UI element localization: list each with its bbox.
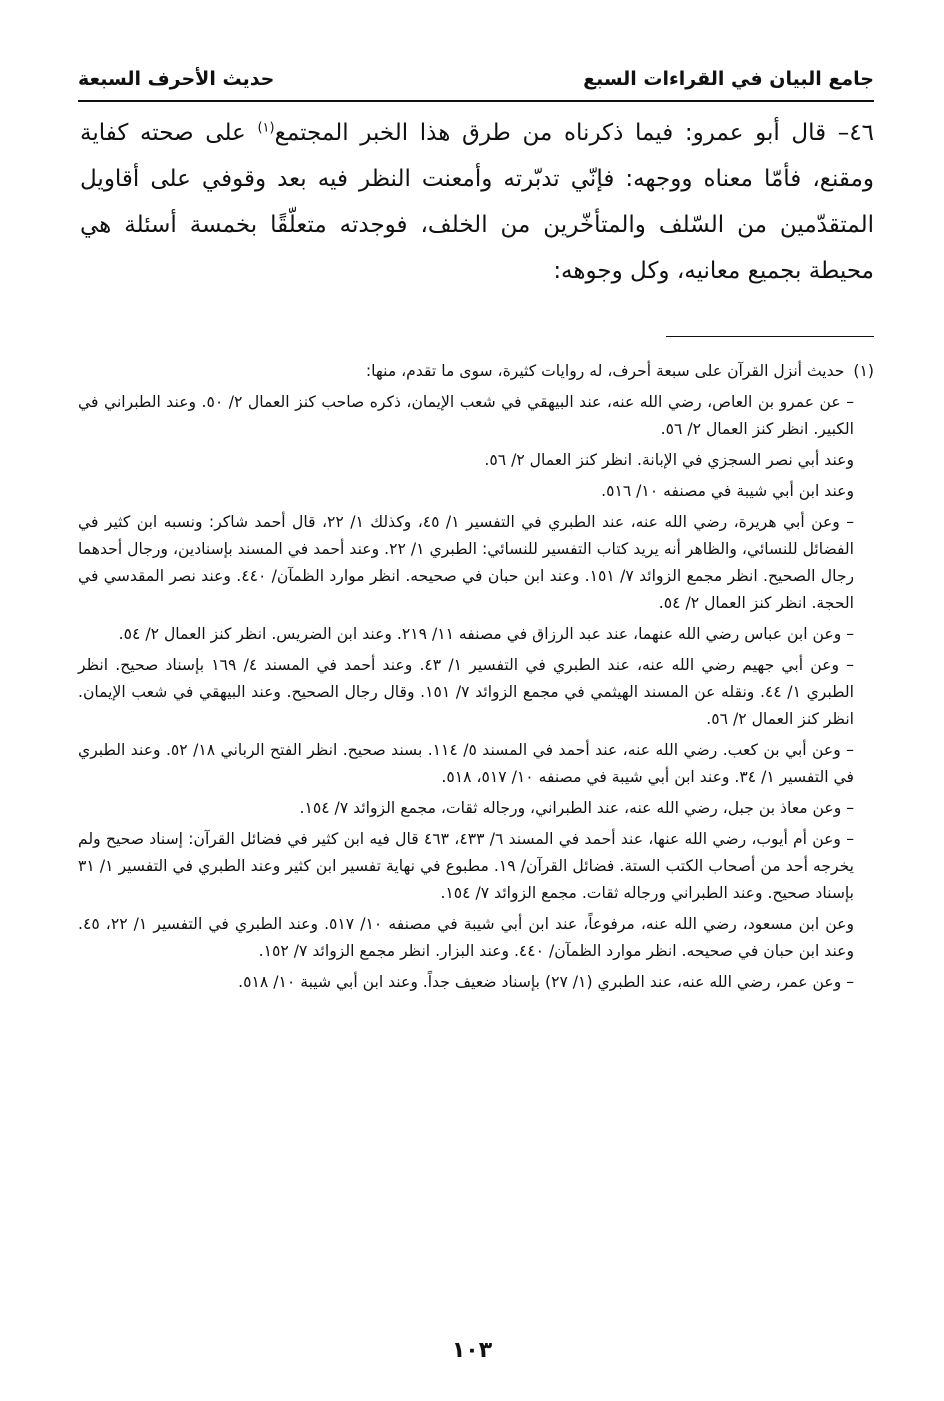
footnote-item: وعن ابن مسعود، رضي الله عنه، مرفوعاً، عند ابن أبي شيبة في مصنفه ١٠/ ٥١٧. وعند الطبري في التفسير ١/ ٢٢، ٤٥. وعند ابن حبان في صحيحه. انظر موارد الظمآن/ ٤٤٠. وعند البزار. انظر مجمع الزوائد ٧/ ١٥٢. <box>78 915 854 960</box>
footnote-reference[interactable]: (١) <box>257 120 275 136</box>
main-text-end: على صحته كفاية ومقنع، فأمّا معناه ووجهه: فإنّي تدبّرته وأمعنت النظر فيه بعد وقوفي على أقاويل المتقدّمين من السّلف والمتأخّرين من الخلف، فوجدته متعلّقًا بخمسة أسئلة هي محيطة بجميع معانيه، وكل وجوهه: <box>80 120 874 284</box>
footnote-intro <box>78 358 874 385</box>
main-paragraph <box>80 110 874 294</box>
header-rule <box>78 100 874 102</box>
footnote-item: – عن عمرو بن العاص، رضي الله عنه، عند البيهقي في شعب الإيمان، ذكره صاحب كنز العمال ٢/ ٥٠. وعند الطبراني في الكبير. انظر كنز العمال ٢/ ٥٦. <box>78 393 854 438</box>
footnote-item: – وعن معاذ بن جبل، رضي الله عنه، عند الطبراني، ورجاله ثقات، مجمع الزوائد ٧/ ١٥٤. <box>299 799 854 817</box>
book-title: جامع البيان في القراءات السبع <box>583 68 874 90</box>
footnote-item: – وعن أم أيوب، رضي الله عنها، عند أحمد في المسند ٦/ ٤٣٣، ٤٦٣ قال فيه ابن كثير في فضائل القرآن: إسناد صحيح ولم يخرجه أحد من أصحاب الكتب الستة. فضائل القرآن/ ١٩. مطبوع في نهاية تفسير ابن كثير وعند الطبري في التفسير ١/ ٣١ بإسناد صحيح. وعند الطبراني ورجاله ثقات. مجمع الزوائد ٧/ ١٥٤. <box>78 830 854 902</box>
footnote-item: وعند ابن أبي شيبة في مصنفه ١٠/ ٥١٦. <box>601 482 854 500</box>
footnote-item: – وعن أبي بن كعب. رضي الله عنه، عند أحمد في المسند ٥/ ١١٤. بسند صحيح. انظر الفتح الرباني ١٨/ ٥٢. وعند الطبري في التفسير ١/ ٣٤. وعند ابن أبي شيبة في مصنفه ١٠/ ٥١٧، ٥١٨. <box>78 741 854 786</box>
footnotes <box>78 358 874 1000</box>
footnote-intro-text: حديث أنزل القرآن على سبعة أحرف، له روايات كثيرة، سوى ما تقدم، منها: <box>365 362 845 380</box>
footnote-item: – وعن عمر، رضي الله عنه، عند الطبري (١/ ٢٧) بإسناد ضعيف جداً. وعند ابن أبي شيبة ١٠/ ٥١٨. <box>238 973 854 991</box>
footnote-item: – وعن أبي هريرة، رضي الله عنه، عند الطبري في التفسير ١/ ٤٥، وكذلك ١/ ٢٢، قال أحمد شاكر: ونسبه ابن كثير في الفضائل للنسائي، والظاهر أنه يريد كتاب التفسير للنسائي: الطبري ١/ ٢٢. وعند أحمد في المسند بإسنادين، ورجال أحدهما رجال الصحيح. انظر مجمع الزوائد ٧/ ١٥١. وعند ابن حبان في صحيحه. انظر موارد الظمآن/ ٤٤٠. وعند نصر المقدسي في الحجة. انظر كنز العمال ٢/ ٥٤. <box>78 513 854 612</box>
footnote-item: وعند أبي نصر السجزي في الإبانة. انظر كنز العمال ٢/ ٥٦. <box>484 451 854 469</box>
chapter-title: حديث الأحرف السبعة <box>78 68 275 90</box>
footnote-item: – وعن ابن عباس رضي الله عنهما، عند عبد الرزاق في مصنفه ١١/ ٢١٩. وعند ابن الضريس. انظر كنز العمال ٢/ ٥٤. <box>118 625 854 643</box>
footnote-separator <box>666 336 874 337</box>
main-text-start: ٤٦– قال أبو عمرو: فيما ذكرناه من طرق هذا الخبر المجتمع <box>274 120 874 146</box>
page-number: ١٠٣ <box>451 1338 493 1363</box>
footnote-marker: (١) <box>853 362 874 380</box>
footnote-item: – وعن أبي جهيم رضي الله عنه، عند الطبري في التفسير ١/ ٤٣. وعند أحمد في المسند ٤/ ١٦٩ بإسناد صحيح. انظر الطبري ١/ ٤٤. ونقله عن المسند الهيثمي في مجمع الزوائد ٧/ ١٥١. وقال رجال الصحيح. وعند البيهقي في شعب الإيمان. انظر كنز العمال ٢/ ٥٦. <box>78 656 854 728</box>
running-header <box>78 62 874 98</box>
